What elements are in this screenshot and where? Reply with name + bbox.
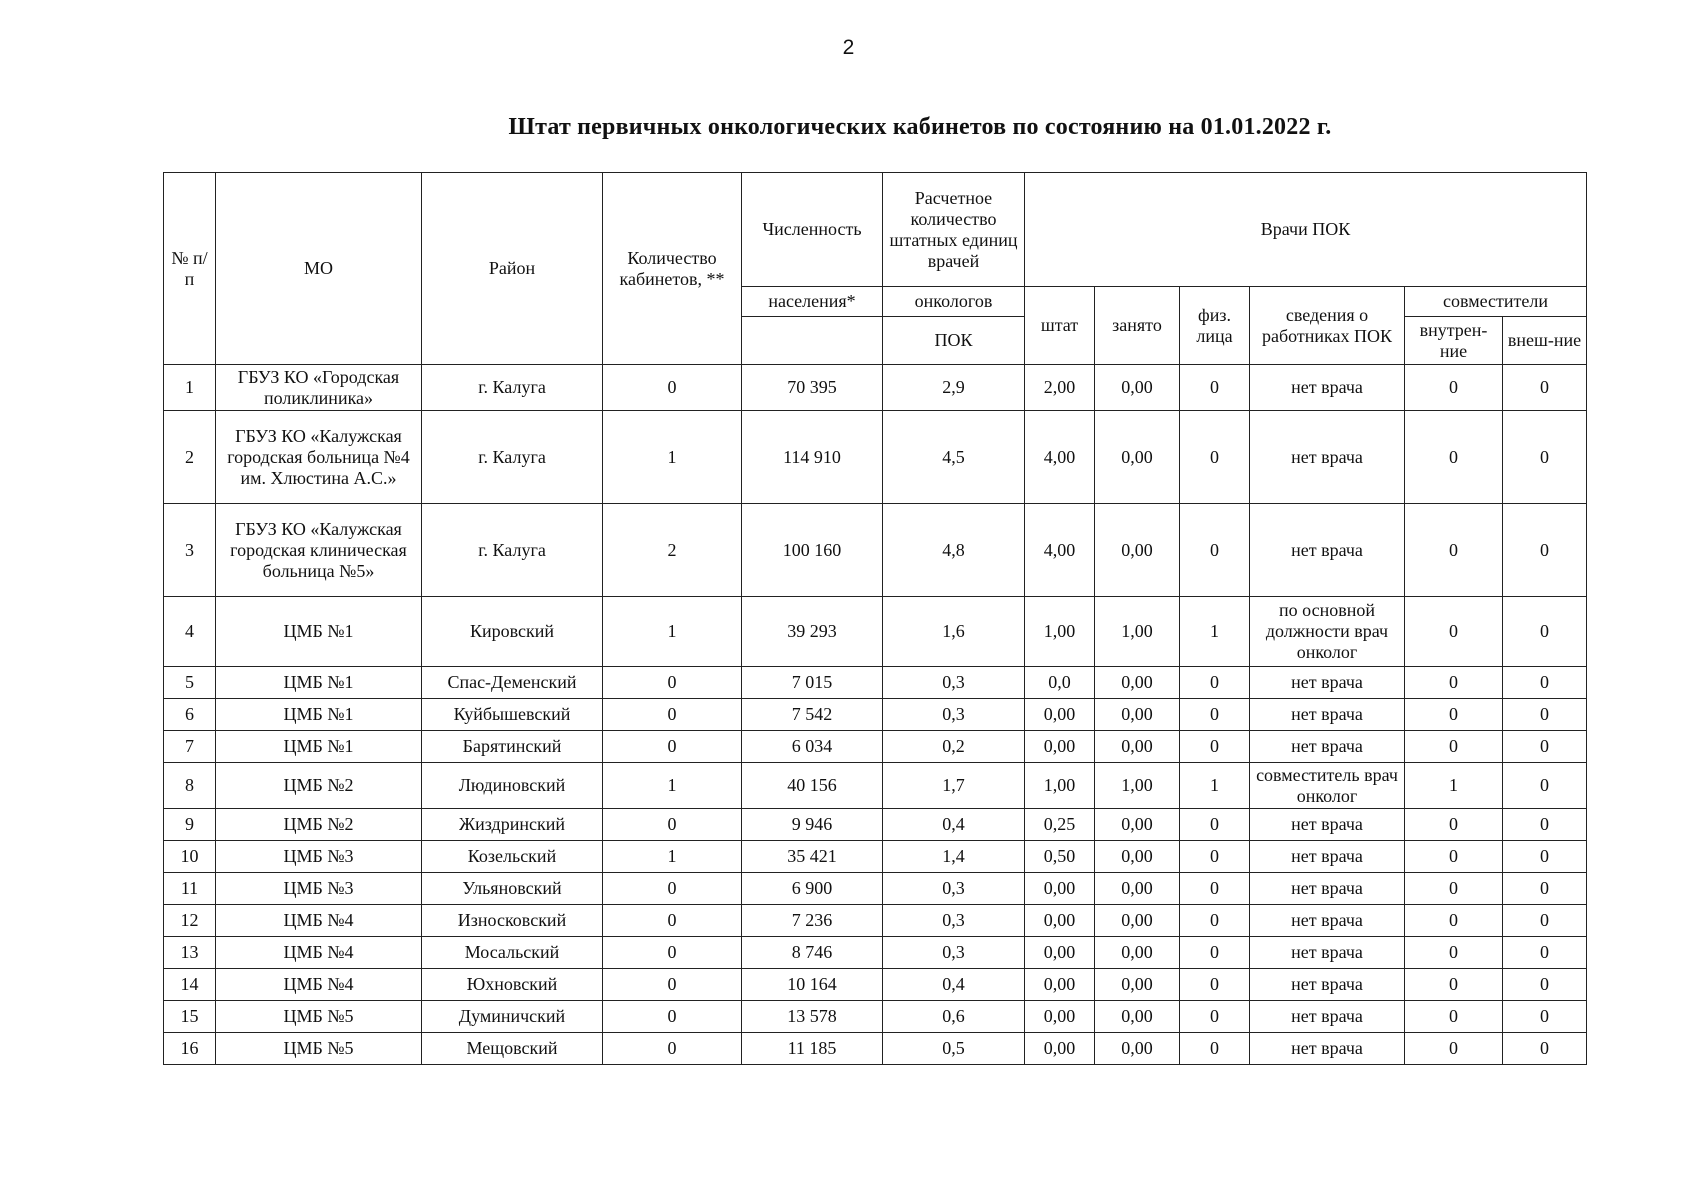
cell-persons: 0 — [1180, 699, 1250, 731]
cell-cabinets: 0 — [603, 809, 742, 841]
table-row — [164, 365, 1587, 411]
cell-num: 6 — [164, 699, 216, 731]
cell-cabinets: 0 — [603, 731, 742, 763]
cell-staff: 0,00 — [1025, 969, 1095, 1001]
cell-internal: 0 — [1405, 731, 1503, 763]
cell-cabinets: 0 — [603, 937, 742, 969]
cell-mo: ГБУЗ КО «Городская поликлиника» — [216, 365, 422, 411]
cell-num: 1 — [164, 365, 216, 411]
cell-occupied: 0,00 — [1095, 411, 1180, 504]
cell-external: 0 — [1503, 841, 1587, 873]
header-estimated-sub: онкологов — [883, 287, 1025, 317]
cell-persons: 0 — [1180, 667, 1250, 699]
header-estimated-pok: ПОК — [883, 317, 1025, 365]
cell-mo: ЦМБ №2 — [216, 763, 422, 809]
header-part-timers: совместители — [1405, 287, 1587, 317]
cell-cabinets: 0 — [603, 873, 742, 905]
cell-estimated: 0,2 — [883, 731, 1025, 763]
cell-staff: 0,00 — [1025, 937, 1095, 969]
cell-internal: 0 — [1405, 365, 1503, 411]
cell-district: Мещовский — [422, 1033, 603, 1065]
cell-external: 0 — [1503, 365, 1587, 411]
cell-staff: 0,00 — [1025, 731, 1095, 763]
cell-district: Людиновский — [422, 763, 603, 809]
cell-staff: 0,50 — [1025, 841, 1095, 873]
cell-num: 14 — [164, 969, 216, 1001]
cell-persons: 0 — [1180, 365, 1250, 411]
cell-estimated: 1,7 — [883, 763, 1025, 809]
table-row — [164, 1033, 1587, 1065]
cell-population: 70 395 — [742, 365, 883, 411]
cell-info: нет врача — [1250, 411, 1405, 504]
cell-num: 9 — [164, 809, 216, 841]
cell-external: 0 — [1503, 809, 1587, 841]
cell-population: 100 160 — [742, 504, 883, 597]
cell-cabinets: 0 — [603, 667, 742, 699]
cell-population: 7 015 — [742, 667, 883, 699]
cell-external: 0 — [1503, 1001, 1587, 1033]
cell-info: по основной должности врач онколог — [1250, 597, 1405, 667]
cell-district: г. Калуга — [422, 411, 603, 504]
cell-internal: 0 — [1405, 809, 1503, 841]
cell-estimated: 4,5 — [883, 411, 1025, 504]
table-row — [164, 699, 1587, 731]
cell-num: 8 — [164, 763, 216, 809]
cell-occupied: 0,00 — [1095, 1001, 1180, 1033]
cell-info: нет врача — [1250, 937, 1405, 969]
cell-internal: 0 — [1405, 937, 1503, 969]
cell-mo: ЦМБ №3 — [216, 841, 422, 873]
table-row — [164, 597, 1587, 667]
cell-internal: 0 — [1405, 1033, 1503, 1065]
cell-occupied: 0,00 — [1095, 365, 1180, 411]
cell-cabinets: 0 — [603, 1001, 742, 1033]
header-district: Район — [422, 173, 603, 365]
cell-district: Козельский — [422, 841, 603, 873]
cell-staff: 1,00 — [1025, 763, 1095, 809]
cell-population: 7 542 — [742, 699, 883, 731]
cell-info: нет врача — [1250, 365, 1405, 411]
cell-external: 0 — [1503, 905, 1587, 937]
cell-district: Куйбышевский — [422, 699, 603, 731]
cell-district: Жиздринский — [422, 809, 603, 841]
cell-occupied: 0,00 — [1095, 969, 1180, 1001]
cell-estimated: 0,5 — [883, 1033, 1025, 1065]
cell-num: 15 — [164, 1001, 216, 1033]
table-row — [164, 1001, 1587, 1033]
cell-cabinets: 0 — [603, 905, 742, 937]
cell-estimated: 0,3 — [883, 873, 1025, 905]
cell-external: 0 — [1503, 597, 1587, 667]
cell-estimated: 0,3 — [883, 667, 1025, 699]
cell-info: нет врача — [1250, 667, 1405, 699]
cell-estimated: 0,6 — [883, 1001, 1025, 1033]
cell-internal: 0 — [1405, 504, 1503, 597]
cell-staff: 0,00 — [1025, 699, 1095, 731]
cell-info: нет врача — [1250, 1001, 1405, 1033]
cell-population: 6 900 — [742, 873, 883, 905]
cell-cabinets: 0 — [603, 365, 742, 411]
cell-internal: 0 — [1405, 699, 1503, 731]
cell-occupied: 0,00 — [1095, 841, 1180, 873]
cell-estimated: 0,3 — [883, 699, 1025, 731]
cell-persons: 0 — [1180, 504, 1250, 597]
cell-estimated: 0,4 — [883, 969, 1025, 1001]
cell-persons: 0 — [1180, 411, 1250, 504]
table-row — [164, 763, 1587, 809]
cell-population: 6 034 — [742, 731, 883, 763]
cell-population: 8 746 — [742, 937, 883, 969]
cell-occupied: 0,00 — [1095, 1033, 1180, 1065]
page-title: Штат первичных онкологических кабинетов по состоянию на 01.01.2022 г. — [508, 114, 1332, 140]
cell-staff: 0,00 — [1025, 1033, 1095, 1065]
cell-cabinets: 1 — [603, 411, 742, 504]
cell-persons: 1 — [1180, 597, 1250, 667]
cell-staff: 0,00 — [1025, 1001, 1095, 1033]
cell-occupied: 1,00 — [1095, 597, 1180, 667]
table-row — [164, 667, 1587, 699]
cell-occupied: 0,00 — [1095, 937, 1180, 969]
cell-internal: 0 — [1405, 969, 1503, 1001]
header-external: внеш-ние — [1503, 317, 1587, 365]
cell-population: 7 236 — [742, 905, 883, 937]
table-row — [164, 411, 1587, 504]
cell-occupied: 0,00 — [1095, 809, 1180, 841]
cell-mo: ЦМБ №1 — [216, 699, 422, 731]
cell-estimated: 0,4 — [883, 809, 1025, 841]
header-estimated: Расчетное количество штатных единиц врачей — [883, 173, 1025, 287]
table-row — [164, 504, 1587, 597]
cell-internal: 0 — [1405, 905, 1503, 937]
cell-district: Кировский — [422, 597, 603, 667]
cell-estimated: 2,9 — [883, 365, 1025, 411]
cell-estimated: 1,6 — [883, 597, 1025, 667]
cell-mo: ЦМБ №4 — [216, 969, 422, 1001]
cell-info: нет врача — [1250, 1033, 1405, 1065]
cell-persons: 0 — [1180, 1001, 1250, 1033]
cell-cabinets: 0 — [603, 1033, 742, 1065]
cell-mo: ЦМБ №4 — [216, 905, 422, 937]
header-doctors-group: Врачи ПОК — [1025, 173, 1587, 287]
cell-staff: 1,00 — [1025, 597, 1095, 667]
cell-num: 10 — [164, 841, 216, 873]
cell-district: Мосальский — [422, 937, 603, 969]
cell-population: 13 578 — [742, 1001, 883, 1033]
cell-population: 40 156 — [742, 763, 883, 809]
cell-cabinets: 1 — [603, 841, 742, 873]
cell-staff: 4,00 — [1025, 504, 1095, 597]
cell-internal: 0 — [1405, 1001, 1503, 1033]
cell-occupied: 0,00 — [1095, 873, 1180, 905]
cell-estimated: 0,3 — [883, 905, 1025, 937]
cell-external: 0 — [1503, 411, 1587, 504]
cell-cabinets: 2 — [603, 504, 742, 597]
cell-num: 3 — [164, 504, 216, 597]
cell-mo: ЦМБ №2 — [216, 809, 422, 841]
table-row — [164, 809, 1587, 841]
cell-persons: 0 — [1180, 809, 1250, 841]
cell-num: 16 — [164, 1033, 216, 1065]
cell-external: 0 — [1503, 873, 1587, 905]
cell-estimated: 4,8 — [883, 504, 1025, 597]
cell-external: 0 — [1503, 731, 1587, 763]
header-population: Численность — [742, 173, 883, 287]
cell-cabinets: 1 — [603, 597, 742, 667]
table-row — [164, 969, 1587, 1001]
cell-info: нет врача — [1250, 873, 1405, 905]
cell-occupied: 0,00 — [1095, 699, 1180, 731]
cell-mo: ЦМБ №5 — [216, 1033, 422, 1065]
cell-staff: 4,00 — [1025, 411, 1095, 504]
cell-estimated: 1,4 — [883, 841, 1025, 873]
cell-external: 0 — [1503, 763, 1587, 809]
cell-external: 0 — [1503, 1033, 1587, 1065]
cell-occupied: 0,00 — [1095, 667, 1180, 699]
cell-staff: 0,00 — [1025, 905, 1095, 937]
cell-num: 11 — [164, 873, 216, 905]
cell-mo: ЦМБ №3 — [216, 873, 422, 905]
cell-num: 13 — [164, 937, 216, 969]
header-population-sub: населения* — [742, 287, 883, 317]
table-row — [164, 731, 1587, 763]
cell-staff: 0,0 — [1025, 667, 1095, 699]
cell-internal: 0 — [1405, 411, 1503, 504]
cell-persons: 0 — [1180, 1033, 1250, 1065]
cell-mo: ГБУЗ КО «Калужская городская клиническая больница №5» — [216, 504, 422, 597]
header-mo: МО — [216, 173, 422, 365]
cell-num: 12 — [164, 905, 216, 937]
cell-persons: 0 — [1180, 731, 1250, 763]
cell-internal: 0 — [1405, 841, 1503, 873]
header-occupied: занято — [1095, 287, 1180, 365]
header-num: № п/п — [164, 173, 216, 365]
cell-internal: 0 — [1405, 597, 1503, 667]
cell-info: нет врача — [1250, 905, 1405, 937]
cell-persons: 1 — [1180, 763, 1250, 809]
cell-cabinets: 1 — [603, 763, 742, 809]
cell-occupied: 0,00 — [1095, 504, 1180, 597]
cell-persons: 0 — [1180, 873, 1250, 905]
cell-external: 0 — [1503, 699, 1587, 731]
cell-mo: ГБУЗ КО «Калужская городская больница №4 им. Хлюстина А.С.» — [216, 411, 422, 504]
table-row — [164, 937, 1587, 969]
cell-num: 5 — [164, 667, 216, 699]
cell-info: нет врача — [1250, 809, 1405, 841]
table-row — [164, 873, 1587, 905]
header-internal: внутрен-ние — [1405, 317, 1503, 365]
cell-population: 39 293 — [742, 597, 883, 667]
cell-info: совместитель врач онколог — [1250, 763, 1405, 809]
cell-staff: 0,00 — [1025, 873, 1095, 905]
cell-occupied: 0,00 — [1095, 905, 1180, 937]
cell-persons: 0 — [1180, 937, 1250, 969]
cell-population: 9 946 — [742, 809, 883, 841]
cell-occupied: 0,00 — [1095, 731, 1180, 763]
header-population-empty — [742, 317, 883, 365]
cell-district: Думиничский — [422, 1001, 603, 1033]
cell-mo: ЦМБ №1 — [216, 731, 422, 763]
cell-num: 4 — [164, 597, 216, 667]
cell-population: 35 421 — [742, 841, 883, 873]
cell-info: нет врача — [1250, 969, 1405, 1001]
cell-info: нет врача — [1250, 504, 1405, 597]
cell-district: г. Калуга — [422, 504, 603, 597]
cell-external: 0 — [1503, 969, 1587, 1001]
cell-external: 0 — [1503, 504, 1587, 597]
cell-info: нет врача — [1250, 841, 1405, 873]
cell-persons: 0 — [1180, 969, 1250, 1001]
cell-mo: ЦМБ №5 — [216, 1001, 422, 1033]
cell-estimated: 0,3 — [883, 937, 1025, 969]
header-row — [164, 173, 1587, 287]
header-cabinets: Количество кабинетов, ** — [603, 173, 742, 365]
cell-external: 0 — [1503, 667, 1587, 699]
cell-mo: ЦМБ №4 — [216, 937, 422, 969]
cell-district: Барятинский — [422, 731, 603, 763]
cell-staff: 2,00 — [1025, 365, 1095, 411]
cell-persons: 0 — [1180, 905, 1250, 937]
staff-table — [163, 172, 1587, 1065]
cell-external: 0 — [1503, 937, 1587, 969]
cell-internal: 0 — [1405, 667, 1503, 699]
cell-internal: 1 — [1405, 763, 1503, 809]
cell-info: нет врача — [1250, 731, 1405, 763]
cell-info: нет врача — [1250, 699, 1405, 731]
cell-num: 7 — [164, 731, 216, 763]
cell-cabinets: 0 — [603, 699, 742, 731]
cell-district: г. Калуга — [422, 365, 603, 411]
table-row — [164, 841, 1587, 873]
cell-persons: 0 — [1180, 841, 1250, 873]
cell-cabinets: 0 — [603, 969, 742, 1001]
cell-staff: 0,25 — [1025, 809, 1095, 841]
cell-district: Ульяновский — [422, 873, 603, 905]
cell-population: 11 185 — [742, 1033, 883, 1065]
table-row — [164, 905, 1587, 937]
cell-population: 10 164 — [742, 969, 883, 1001]
cell-mo: ЦМБ №1 — [216, 597, 422, 667]
cell-district: Спас-Деменский — [422, 667, 603, 699]
header-staff: штат — [1025, 287, 1095, 365]
header-info: сведения о работниках ПОК — [1250, 287, 1405, 365]
cell-population: 114 910 — [742, 411, 883, 504]
header-persons: физ. лица — [1180, 287, 1250, 365]
cell-occupied: 1,00 — [1095, 763, 1180, 809]
cell-district: Износковский — [422, 905, 603, 937]
cell-internal: 0 — [1405, 873, 1503, 905]
cell-mo: ЦМБ №1 — [216, 667, 422, 699]
cell-district: Юхновский — [422, 969, 603, 1001]
page-number: 2 — [842, 36, 855, 59]
table-body — [164, 365, 1587, 1065]
cell-num: 2 — [164, 411, 216, 504]
